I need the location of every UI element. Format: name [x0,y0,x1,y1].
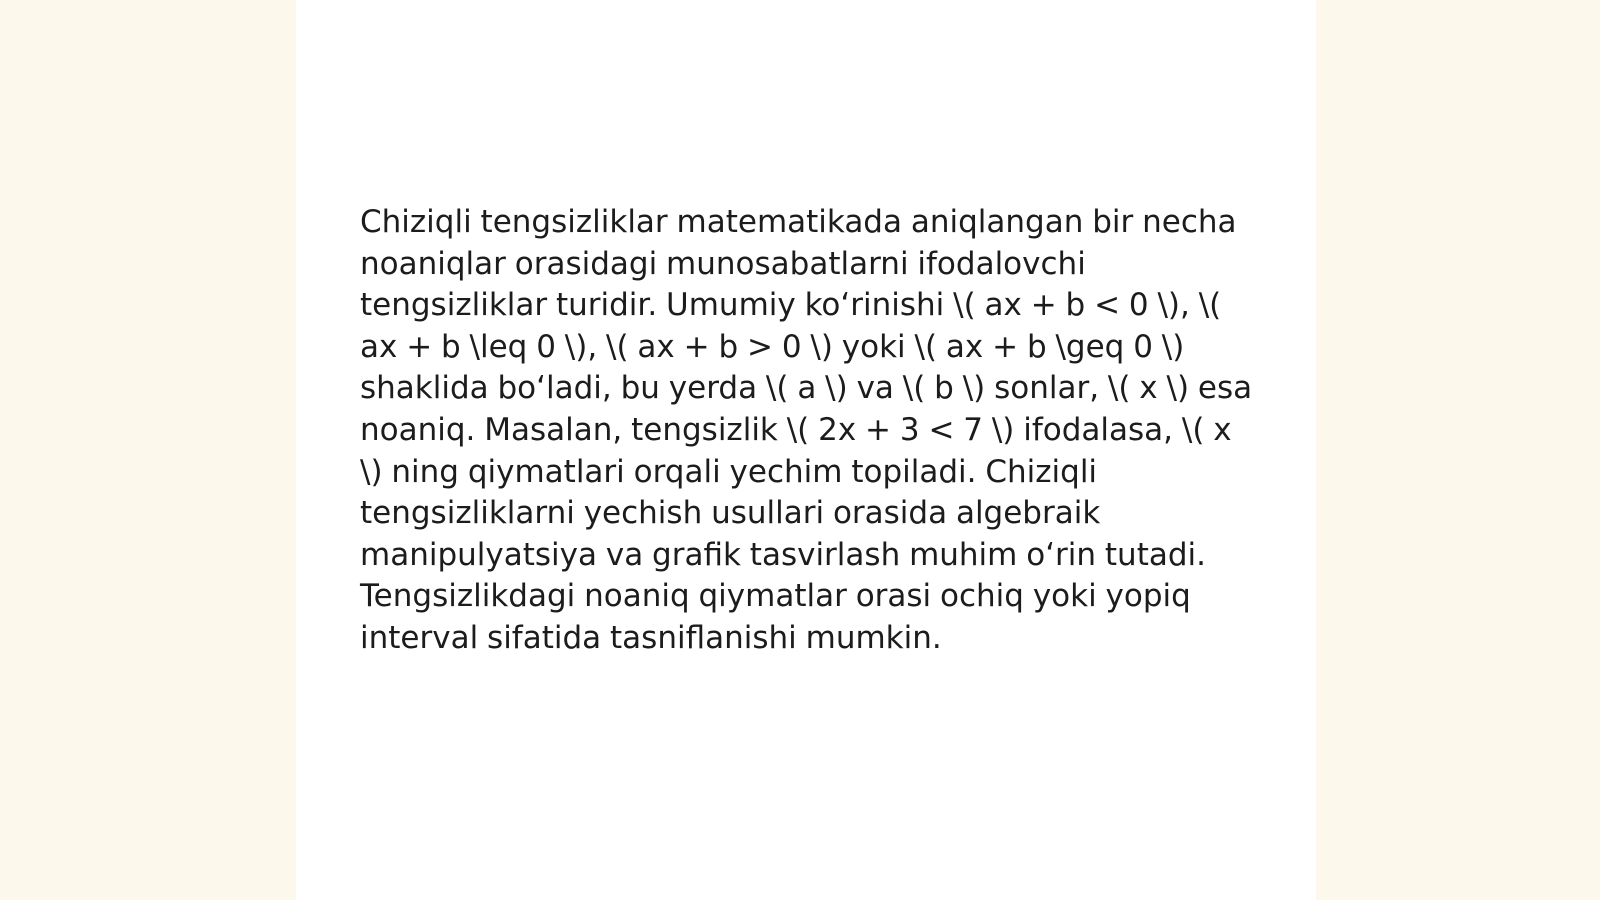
body-paragraph: Chiziqli tengsizliklar matematikada aniqlangan bir necha noaniqlar orasidagi munosabatlarni ifodalovchi tengsizliklar turidir. Umumiy koʻrinishi \( ax + b < 0 \), \( ax + b \leq 0 \), \( ax + b > 0 \) yoki \( ax + b \geq 0 \) shaklida boʻladi, bu yerda \( a \) va \( b \) sonlar, \( x \) esa noaniq. Masalan, tengsizlik \( 2x + 3 < 7 \) ifodalasa, \( x \) ning qiymatlari orqali yechim topiladi. Chiziqli tengsizliklarni yechish usullari orasida algebraik manipulyatsiya va grafik tasvirlash muhim oʻrin tutadi. Tengsizlikdagi noaniq qiymatlar orasi ochiq yoki yopiq interval sifatida tasniflanishi mumkin. [360,204,1253,656]
document-page [296,0,1316,900]
